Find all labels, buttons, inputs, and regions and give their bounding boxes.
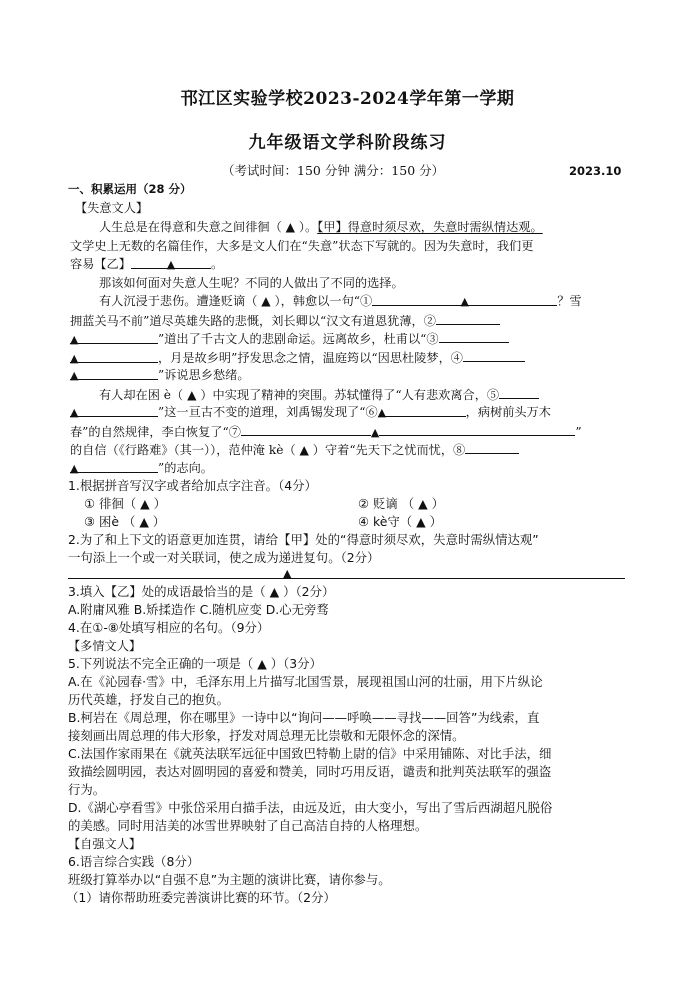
text-line: ▲ ”诉说思乡愁绪。	[70, 368, 250, 382]
option-d: D.《湖心亭看雪》中张岱采用白描手法，由远及近，由大变小，写出了雪后西湖超凡脱俗	[68, 800, 553, 815]
text-line: 容易【乙】 ▲ 。	[70, 257, 224, 271]
answer-blank: ▲	[70, 460, 158, 473]
answer-blank: ▲	[70, 331, 158, 344]
question-2: 一句添上一个或一对关联词，使之成为递进复句。（2分）	[68, 550, 380, 565]
text-line: 有人却在困 è（ ▲ ）中实现了精神的突围。苏轼懂得了“人有悲欢离合，⑤	[99, 386, 539, 403]
answer-blank	[463, 349, 525, 362]
answer-blank: ▲	[70, 367, 158, 380]
answer-blank: ▲	[70, 404, 158, 417]
text-line: 拥蓝关马不前”道尽英雄失路的悲慨，刘长卿以“汉文有道恩犹薄，②	[70, 312, 500, 329]
question-1-item: ① 徘徊（ ▲ ）	[84, 496, 167, 511]
option-a: A.在《沁园春·雪》中，毛泽东用上片描写北国雪景，展现祖国山河的壮丽，用下片纵论	[68, 674, 543, 689]
text-line: 那该如何面对失意人生呢？不同的人做出了不同的选择。	[99, 276, 404, 290]
option-a: 历代英雄，抒发自己的抱负。	[68, 692, 230, 707]
question-6-text: 班级打算举办以“自强不息”为主题的演讲比赛，请你参与。	[68, 872, 391, 887]
question-6-sub: （1）请你帮助班委完善演讲比赛的环节。（2分）	[66, 890, 336, 905]
text-line: 人生总是在得意和失意之间徘徊（ ▲ ）。【甲】得意时须尽欢，失意时需纵情达观。	[99, 220, 543, 234]
answer-marker: ▲	[283, 567, 292, 580]
answer-blank: ▲	[70, 350, 158, 363]
page-subtitle: 九年级语文学科阶段练习	[248, 133, 447, 153]
option-d: 的美感。同时用洁美的冰雪世界映射了自己高洁自持的人格理想。	[68, 818, 428, 833]
section-heading: 一、积累运用（28 分）	[68, 182, 192, 196]
page-title: 邗江区实验学校2023-2024学年第一学期	[180, 89, 515, 109]
answer-blank: ▲	[378, 404, 466, 417]
question-4: 4.在①-⑧处填写相应的名句。（9分）	[68, 620, 270, 635]
text-line: ▲ ，月是故乡明”抒发思念之情，温庭筠以“因思杜陵梦，④	[70, 349, 525, 366]
option-c: C.法国作家雨果在《就英法联军远征中国致巴特勒上尉的信》中采用铺陈、对比手法，细	[68, 746, 552, 761]
section-label: 【自强文人】	[68, 837, 142, 851]
exam-date: 2023.10	[569, 164, 622, 178]
answer-blank	[436, 312, 500, 325]
text-line: 春”的自然规律，李白恢复了“⑦ ▲ ”	[70, 425, 582, 439]
underlined-text: 【甲】得意时须尽欢，失意时需纵情达观。	[317, 220, 543, 234]
answer-blank: ▲	[131, 256, 211, 269]
answer-blank	[241, 423, 371, 436]
answer-blank	[465, 441, 519, 454]
question-1: 1.根据拼音写汉字或者给加点字注音。（4分）	[68, 478, 317, 493]
section-label: 【多情文人】	[68, 639, 142, 653]
option-b: 接刻画出周总理的伟大形象，抒发对周总理无比崇敬和无限怀念的深情。	[68, 728, 465, 743]
text-line: 有人沉浸于悲伤。遭逢贬谪（ ▲ ），韩愈以一句“① ▲ ？雪	[99, 294, 582, 308]
text-line: 文学史上无数的名篇佳作，大多是文人们在“失意”状态下写就的。因为失意时，我们更	[70, 239, 534, 253]
text-line: ▲ ”道出了千古文人的悲剧命运。远离故乡，杜甫以“③	[70, 330, 509, 347]
question-3: 3.填入【乙】处的成语最恰当的是（ ▲ ）（2分）	[68, 584, 335, 599]
option-c: 致描绘圆明园，表达对圆明园的喜爱和赞美，同时巧用反语，谴责和批判英法联军的强盗	[68, 764, 552, 779]
question-5: 5.下列说法不完全正确的一项是（ ▲ ）（3分）	[68, 656, 322, 671]
section-label: 【失意文人】	[75, 201, 149, 215]
option-c: 行为。	[68, 782, 106, 797]
question-3-options: A.附庸风雅 B.矫揉造作 C.随机应变 D.心无旁骛	[68, 602, 329, 617]
exam-info: （考试时间：150 分钟 满分：150 分）	[222, 163, 445, 178]
answer-line	[68, 578, 625, 579]
question-6: 6.语言综合实践（8分）	[68, 854, 200, 869]
answer-blank	[379, 423, 575, 436]
question-1-item: ② 贬谪 （ ▲ ）	[358, 496, 444, 511]
question-1-item: ③ 困è （ ▲ ）	[84, 514, 166, 529]
text-line: ▲ ”这一亘古不变的道理，刘禹锡发现了“⑥▲ ，病树前头万木	[70, 405, 551, 419]
question-2: 2.为了和上下文的语意更加连贯，请给【甲】处的“得意时须尽欢，失意时需纵情达观”	[68, 532, 539, 547]
answer-blank	[499, 386, 539, 399]
text-line: ▲ ”的志向。	[70, 461, 213, 475]
text-line: 的自信（《行路难》（其一）），范仲淹 kè（ ▲ ）守着“先天下之忧而忧，⑧	[70, 441, 519, 458]
answer-blank: ▲	[372, 293, 557, 306]
answer-blank	[439, 330, 509, 343]
option-b: B.柯岩在《周总理，你在哪里》一诗中以“询问——呼唤——寻找——回答”为线索，直	[68, 710, 540, 725]
question-1-item: ④ kè守（ ▲ ）	[358, 514, 442, 529]
